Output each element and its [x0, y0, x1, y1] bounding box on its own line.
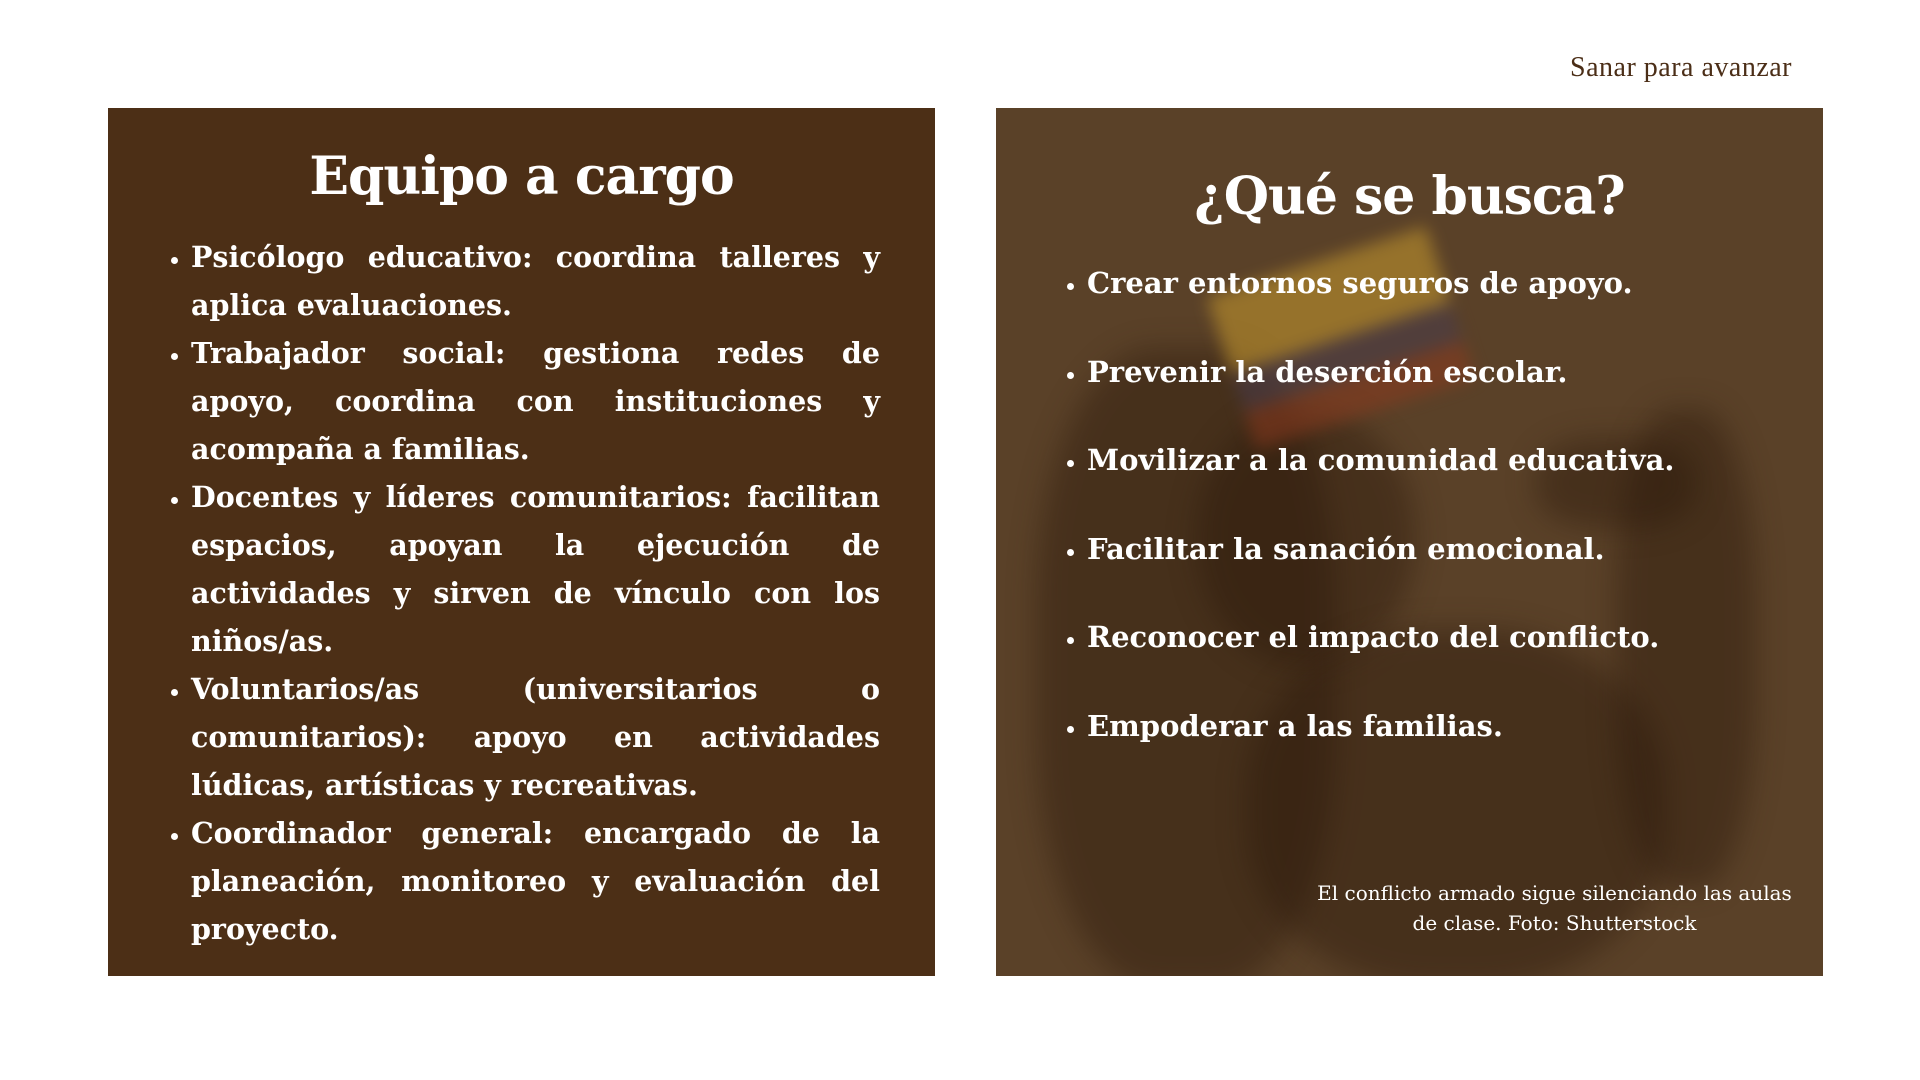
list-item: • Coordinador general: encargado de la planeación, monitoreo y evaluación del proyecto. — [191, 809, 880, 953]
list-item: • Prevenir la deserción escolar. — [1087, 352, 1783, 392]
goals-panel — [996, 108, 1823, 976]
list-item: • Empoderar a las familias. — [1087, 706, 1783, 746]
goals-panel-title: ¿Qué se busca? — [1194, 166, 1625, 227]
list-item: • Crear entornos seguros de apoyo. — [1087, 263, 1783, 303]
header-brand: Sanar para avanzar — [1570, 52, 1792, 83]
list-item: • Facilitar la sanación emocional. — [1087, 529, 1783, 569]
list-item: • Reconocer el impacto del conflicto. — [1087, 617, 1783, 657]
goals-list — [996, 263, 1823, 746]
team-panel — [108, 108, 935, 976]
photo-caption: El conflicto armado sigue silenciando las aulas de clase. Foto: Shutterstock — [1317, 881, 1792, 935]
list-item: • Trabajador social: gestiona redes de apoyo, coordina con instituciones y acompaña a familias. — [191, 329, 880, 473]
list-item: • Movilizar a la comunidad educativa. — [1087, 440, 1783, 480]
list-item: • Docentes y líderes comunitarios: facilitan espacios, apoyan la ejecución de actividades y sirven de vínculo con los niños/as. — [191, 473, 880, 665]
team-list — [108, 233, 935, 953]
team-panel-title: Equipo a cargo — [309, 146, 734, 207]
list-item: • Voluntarios/as (universitarios o comunitarios): apoyo en actividades lúdicas, artísticas y recreativas. — [191, 665, 880, 809]
list-item: • Psicólogo educativo: coordina talleres y aplica evaluaciones. — [191, 233, 880, 329]
